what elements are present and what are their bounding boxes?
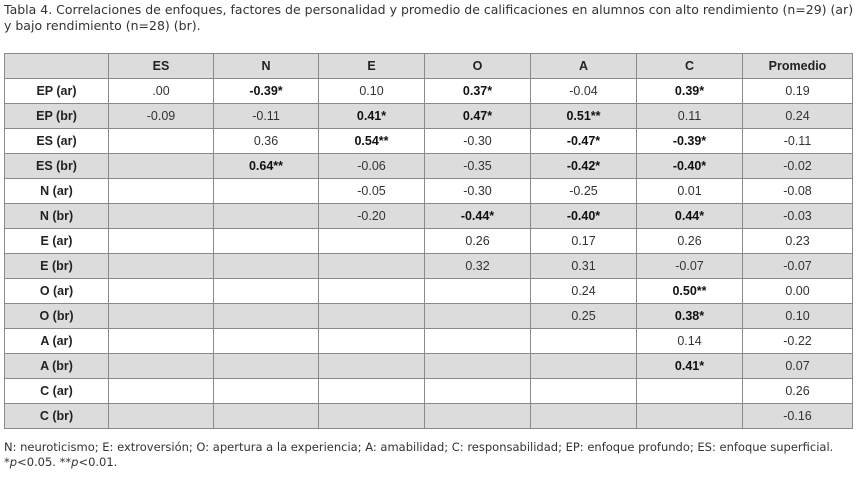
table-cell bbox=[637, 404, 743, 429]
row-label: A (ar) bbox=[5, 329, 109, 354]
table-cell bbox=[319, 254, 425, 279]
table-cell: 0.41* bbox=[319, 104, 425, 129]
table-row bbox=[5, 379, 853, 404]
table-cell: -0.42* bbox=[531, 154, 637, 179]
table-cell bbox=[531, 404, 637, 429]
table-cell: -0.03 bbox=[743, 204, 853, 229]
table-cell bbox=[425, 279, 531, 304]
table-cell: -0.08 bbox=[743, 179, 853, 204]
header-row bbox=[5, 54, 853, 79]
table-cell bbox=[109, 204, 214, 229]
table-cell bbox=[319, 354, 425, 379]
row-label: E (ar) bbox=[5, 229, 109, 254]
table-cell: 0.01 bbox=[637, 179, 743, 204]
row-label: ES (ar) bbox=[5, 129, 109, 154]
row-label: N (ar) bbox=[5, 179, 109, 204]
table-cell bbox=[425, 404, 531, 429]
table-cell: -0.39* bbox=[637, 129, 743, 154]
correlation-table bbox=[4, 53, 853, 429]
table-cell: -0.11 bbox=[214, 104, 319, 129]
table-cell: 0.51** bbox=[531, 104, 637, 129]
table-row bbox=[5, 179, 853, 204]
table-body bbox=[5, 79, 853, 429]
table-row bbox=[5, 154, 853, 179]
table-cell bbox=[425, 379, 531, 404]
table-cell: -0.30 bbox=[425, 179, 531, 204]
table-cell: 0.64** bbox=[214, 154, 319, 179]
table-cell: 0.23 bbox=[743, 229, 853, 254]
table-cell bbox=[637, 379, 743, 404]
table-cell: -0.25 bbox=[531, 179, 637, 204]
table-cell bbox=[109, 254, 214, 279]
table-cell: 0.10 bbox=[743, 304, 853, 329]
table-footnote bbox=[4, 440, 854, 470]
table-row bbox=[5, 104, 853, 129]
table-cell bbox=[109, 304, 214, 329]
table-cell bbox=[109, 404, 214, 429]
header-cell-corner bbox=[5, 54, 109, 79]
table-cell: -0.07 bbox=[637, 254, 743, 279]
table-cell bbox=[109, 229, 214, 254]
table-row bbox=[5, 304, 853, 329]
table-cell bbox=[214, 404, 319, 429]
table-row bbox=[5, 129, 853, 154]
table-cell bbox=[319, 329, 425, 354]
table-row bbox=[5, 254, 853, 279]
table-cell: 0.41* bbox=[637, 354, 743, 379]
table-cell: 0.50** bbox=[637, 279, 743, 304]
table-cell bbox=[109, 129, 214, 154]
table-cell: 0.14 bbox=[637, 329, 743, 354]
table-cell: -0.07 bbox=[743, 254, 853, 279]
table-cell: 0.26 bbox=[425, 229, 531, 254]
table-cell bbox=[214, 279, 319, 304]
table-cell: 0.19 bbox=[743, 79, 853, 104]
row-label: EP (br) bbox=[5, 104, 109, 129]
table-cell: 0.32 bbox=[425, 254, 531, 279]
table-cell: 0.24 bbox=[531, 279, 637, 304]
row-label: N (br) bbox=[5, 204, 109, 229]
table-cell: 0.24 bbox=[743, 104, 853, 129]
table-cell: .00 bbox=[109, 79, 214, 104]
table-cell bbox=[109, 329, 214, 354]
table-cell bbox=[531, 354, 637, 379]
table-cell bbox=[214, 179, 319, 204]
table-cell: 0.47* bbox=[425, 104, 531, 129]
table-row bbox=[5, 204, 853, 229]
row-label: C (br) bbox=[5, 404, 109, 429]
header-cell-c: C bbox=[637, 54, 743, 79]
table-cell: 0.11 bbox=[637, 104, 743, 129]
table-cell: -0.02 bbox=[743, 154, 853, 179]
row-label: E (br) bbox=[5, 254, 109, 279]
table-cell bbox=[319, 229, 425, 254]
table-cell bbox=[425, 304, 531, 329]
table-cell: 0.00 bbox=[743, 279, 853, 304]
table-cell bbox=[214, 229, 319, 254]
table-cell bbox=[214, 204, 319, 229]
row-label: A (br) bbox=[5, 354, 109, 379]
row-label: O (ar) bbox=[5, 279, 109, 304]
table-row bbox=[5, 354, 853, 379]
table-cell: -0.06 bbox=[319, 154, 425, 179]
table-cell: 0.07 bbox=[743, 354, 853, 379]
table-row bbox=[5, 404, 853, 429]
table-cell: 0.38* bbox=[637, 304, 743, 329]
table-cell bbox=[214, 254, 319, 279]
table-cell: -0.05 bbox=[319, 179, 425, 204]
table-cell bbox=[319, 304, 425, 329]
row-label: O (br) bbox=[5, 304, 109, 329]
table-cell bbox=[319, 279, 425, 304]
header-cell-n: N bbox=[214, 54, 319, 79]
table-cell: -0.47* bbox=[531, 129, 637, 154]
table-row bbox=[5, 329, 853, 354]
table-cell: 0.10 bbox=[319, 79, 425, 104]
table-cell: 0.36 bbox=[214, 129, 319, 154]
table-cell bbox=[319, 379, 425, 404]
table-cell bbox=[109, 179, 214, 204]
table-cell: 0.44* bbox=[637, 204, 743, 229]
table-cell bbox=[531, 329, 637, 354]
table-cell: -0.30 bbox=[425, 129, 531, 154]
table-cell bbox=[109, 154, 214, 179]
table-cell: 0.39* bbox=[637, 79, 743, 104]
header-cell-e: E bbox=[319, 54, 425, 79]
table-cell bbox=[214, 304, 319, 329]
table-cell: 0.54** bbox=[319, 129, 425, 154]
table-cell bbox=[319, 404, 425, 429]
table-caption: Tabla 4. Correlaciones de enfoques, factores de personalidad y promedio de calificaciones en alumnos con alto rendimiento (n=29) (ar) y bajo rendimiento (n=28) (br). bbox=[4, 2, 854, 33]
table-cell bbox=[214, 379, 319, 404]
table-cell bbox=[425, 354, 531, 379]
header-cell-es: ES bbox=[109, 54, 214, 79]
table-cell bbox=[214, 354, 319, 379]
row-label: C (ar) bbox=[5, 379, 109, 404]
header-cell-a: A bbox=[531, 54, 637, 79]
header-cell-o: O bbox=[425, 54, 531, 79]
footnote-significance: *p<0.05. **p<0.01. bbox=[4, 455, 118, 469]
table-cell bbox=[531, 379, 637, 404]
table-cell: 0.17 bbox=[531, 229, 637, 254]
table-cell bbox=[109, 354, 214, 379]
table-cell: 0.31 bbox=[531, 254, 637, 279]
table-cell: -0.20 bbox=[319, 204, 425, 229]
table-row bbox=[5, 279, 853, 304]
row-label: EP (ar) bbox=[5, 79, 109, 104]
table-cell bbox=[109, 379, 214, 404]
table-cell bbox=[425, 329, 531, 354]
table-cell: -0.22 bbox=[743, 329, 853, 354]
table-cell: 0.25 bbox=[531, 304, 637, 329]
table-cell: -0.44* bbox=[425, 204, 531, 229]
table-cell: -0.40* bbox=[531, 204, 637, 229]
table-cell: 0.26 bbox=[637, 229, 743, 254]
table-cell bbox=[109, 279, 214, 304]
table-cell: -0.04 bbox=[531, 79, 637, 104]
row-label: ES (br) bbox=[5, 154, 109, 179]
table-cell: -0.09 bbox=[109, 104, 214, 129]
table-cell: -0.39* bbox=[214, 79, 319, 104]
footnote-abbreviations: N: neuroticismo; E: extroversión; O: apertura a la experiencia; A: amabilidad; C: responsabilidad; EP: enfoque profundo; ES: enfoque superficial. bbox=[4, 440, 834, 454]
table-cell bbox=[214, 329, 319, 354]
header-cell-promedio: Promedio bbox=[743, 54, 853, 79]
table-cell: -0.11 bbox=[743, 129, 853, 154]
table-row bbox=[5, 79, 853, 104]
table-cell: -0.35 bbox=[425, 154, 531, 179]
table-cell: -0.40* bbox=[637, 154, 743, 179]
table-cell: 0.26 bbox=[743, 379, 853, 404]
table-cell: -0.16 bbox=[743, 404, 853, 429]
table-row bbox=[5, 229, 853, 254]
table-cell: 0.37* bbox=[425, 79, 531, 104]
